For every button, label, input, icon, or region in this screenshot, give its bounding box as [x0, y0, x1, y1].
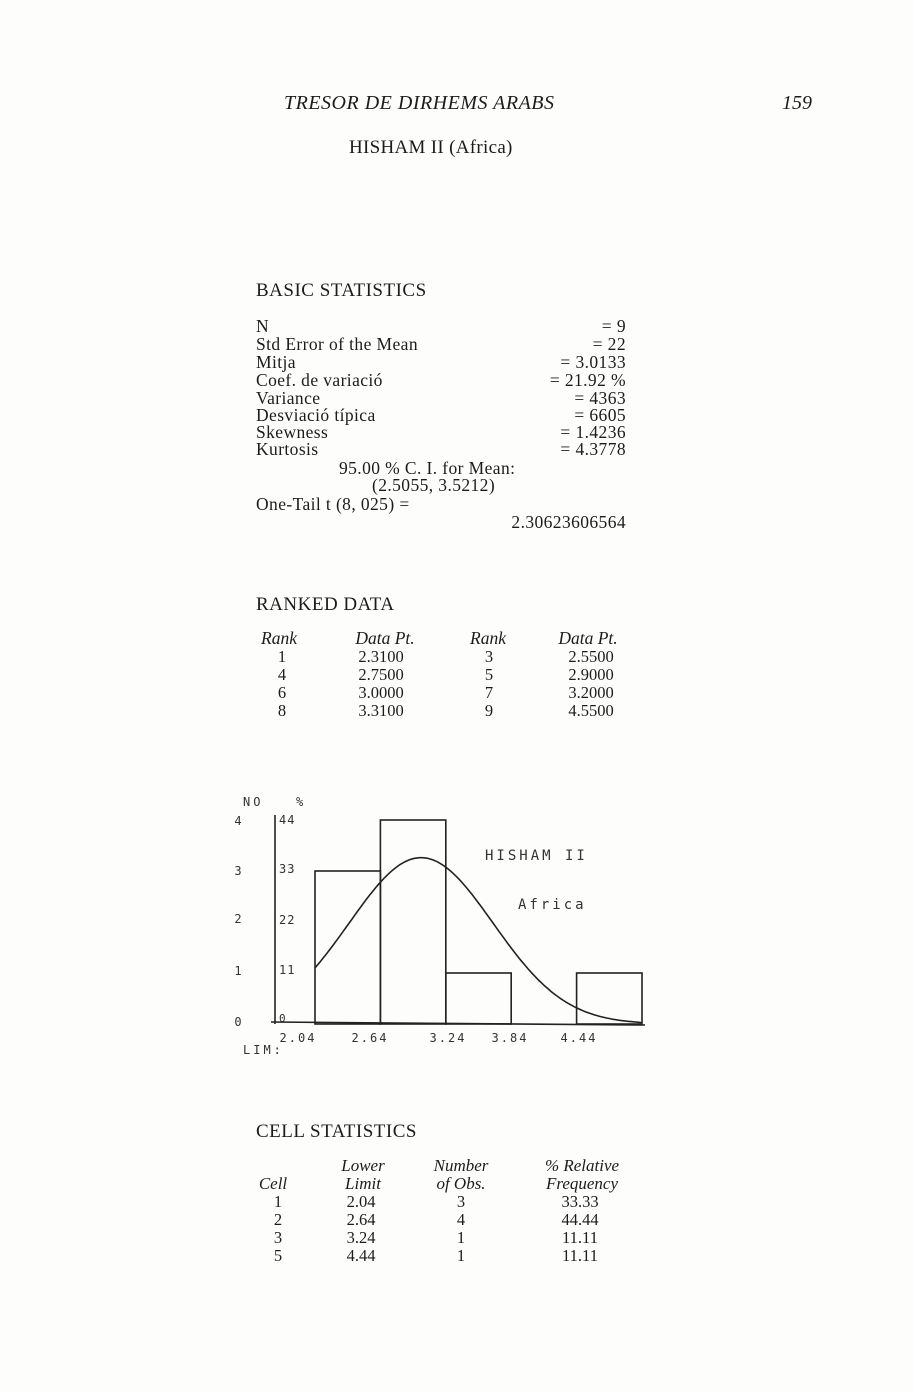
ranked-column-header: Data Pt. [558, 628, 618, 648]
page-number: 159 [782, 92, 812, 114]
stat-value: = 6605 [574, 405, 626, 425]
running-title: TRESOR DE DIRHEMS ARABS [284, 92, 555, 114]
count-tick-label: 1 [234, 964, 242, 978]
count-tick-label: 2 [234, 912, 242, 926]
cell-column-header: Limit [345, 1174, 381, 1193]
t-statistic-value: 2.30623606564 [511, 512, 626, 532]
x-tick-label: 2.04 [279, 1031, 317, 1045]
x-tick-label: 3.84 [491, 1031, 529, 1045]
ranked-cell: 7 [484, 683, 494, 702]
ranked-cell: 3.2000 [568, 683, 614, 702]
stat-value: = 4363 [574, 388, 626, 408]
ranked-column-header: Rank [470, 628, 506, 648]
cell-statistics-heading: CELL STATISTICS [256, 1121, 417, 1142]
ranked-cell: 3.3100 [358, 701, 404, 720]
cell-stat-cell: 2.04 [346, 1192, 376, 1211]
cell-stat-cell: 1 [273, 1192, 283, 1211]
stat-label: Kurtosis [256, 439, 319, 459]
cell-column-header: % Relative [544, 1156, 620, 1175]
stat-value: = 3.0133 [560, 352, 626, 372]
stat-label: Desviació típica [256, 405, 376, 425]
cell-stat-cell: 3 [273, 1228, 283, 1247]
count-tick-label: 0 [234, 1015, 242, 1029]
ranked-cell: 3 [484, 647, 494, 666]
percent-tick-label: 11 [279, 963, 296, 977]
x-tick-label: 2.64 [351, 1031, 389, 1045]
percent-tick-label: 0 [279, 1012, 286, 1025]
cell-column-header: Frequency [545, 1174, 619, 1193]
page-subtitle: HISHAM II (Africa) [349, 137, 513, 158]
ranked-column-header: Rank [261, 628, 297, 648]
cell-stat-cell: 4 [456, 1210, 466, 1229]
count-tick-label: 4 [234, 814, 242, 828]
cell-stat-cell: 5 [273, 1246, 283, 1265]
percent-axis-header: % [296, 795, 304, 809]
x-axis-label: LIM: [243, 1043, 284, 1057]
cell-stat-cell: 11.11 [562, 1246, 598, 1265]
stat-label: Std Error of the Mean [256, 334, 418, 354]
chart-subtitle: Africa [518, 897, 587, 913]
cell-column-header: Lower [341, 1156, 385, 1175]
stat-value: = 1.4236 [560, 422, 626, 442]
basic-statistics-heading: BASIC STATISTICS [256, 280, 427, 301]
confidence-interval-values: (2.5055, 3.5212) [372, 475, 496, 495]
cell-stat-cell: 3 [456, 1192, 466, 1211]
ranked-cell: 2.7500 [358, 665, 404, 684]
stat-label: Mitja [256, 352, 296, 372]
cell-stat-cell: 3.24 [346, 1228, 376, 1247]
cell-column-header: of Obs. [436, 1174, 486, 1193]
ranked-cell: 2.5500 [568, 647, 614, 666]
cell-stat-cell: 33.33 [561, 1192, 599, 1211]
cell-stat-cell: 1 [456, 1246, 466, 1265]
count-tick-label: 3 [234, 864, 242, 878]
cell-stat-cell: 11.11 [562, 1228, 598, 1247]
chart-marks [271, 815, 645, 1025]
stat-value: = 4.3778 [560, 439, 626, 459]
stat-value: = 9 [601, 316, 626, 336]
ranked-cell: 4.5500 [568, 701, 614, 720]
percent-tick-label: 22 [279, 913, 296, 927]
stat-value: = 21.92 % [549, 370, 626, 390]
ranked-cell: 4 [277, 665, 287, 684]
ranked-cell: 6 [277, 683, 287, 702]
ranked-cell: 3.0000 [358, 683, 404, 702]
cell-column-header: Cell [258, 1174, 288, 1193]
x-tick-label: 4.44 [560, 1031, 598, 1045]
cell-stat-cell: 1 [456, 1228, 466, 1247]
percent-tick-label: 33 [279, 862, 296, 876]
ranked-cell: 8 [277, 701, 287, 720]
cell-stat-cell: 4.44 [346, 1246, 376, 1265]
cell-stat-cell: 44.44 [561, 1210, 599, 1229]
ranked-cell: 9 [484, 701, 494, 720]
percent-tick-label: 44 [279, 813, 296, 827]
stat-label: Skewness [256, 422, 329, 442]
confidence-interval-label: 95.00 % C. I. for Mean: [339, 458, 516, 478]
cell-column-header: Number [433, 1156, 489, 1175]
stat-label: N [256, 316, 270, 336]
normal-curve [315, 858, 642, 1023]
stat-label: Variance [256, 388, 321, 408]
histogram-bar [446, 973, 511, 1024]
count-axis-header: NO [243, 795, 264, 809]
cell-stat-cell: 2 [273, 1210, 283, 1229]
ranked-cell: 2.9000 [568, 665, 614, 684]
histogram-bar [577, 973, 642, 1024]
x-tick-label: 3.24 [429, 1031, 467, 1045]
chart-title: HISHAM II [485, 848, 588, 864]
ranked-cell: 2.3100 [358, 647, 404, 666]
t-statistic-label: One-Tail t (8, 025) = [256, 494, 410, 514]
ranked-cell: 1 [277, 647, 287, 666]
stat-value: = 22 [592, 334, 626, 354]
ranked-cell: 5 [484, 665, 494, 684]
cell-stat-cell: 2.64 [346, 1210, 376, 1229]
histogram-bar [380, 820, 445, 1024]
ranked-column-header: Data Pt. [355, 628, 415, 648]
ranked-data-heading: RANKED DATA [256, 594, 395, 615]
stat-label: Coef. de variació [256, 370, 383, 390]
